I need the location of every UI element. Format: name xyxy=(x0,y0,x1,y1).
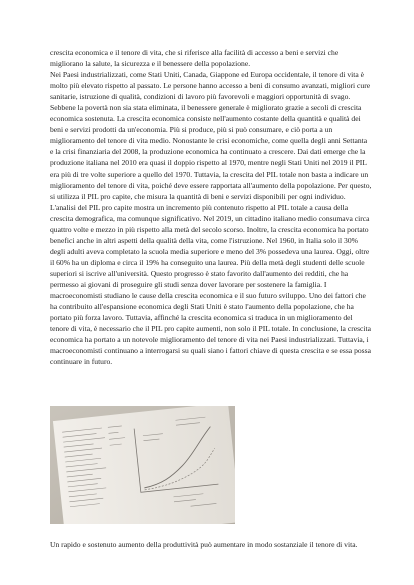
paragraph-1: crescita economica e il tenore di vita, che si riferisce alla facilità di accesso a beni e servizi che migliorano la salute, la sicurezza e il benessere della popolazione. xyxy=(50,48,339,69)
handwritten-notes-photo xyxy=(50,406,235,524)
paragraph-2: Nei Paesi industrializzati, come Stati Uniti, Canada, Giappone ed Europa occidentale, il tenore di vita è molto più elevato rispetto al passato. Le persone hanno accesso a beni di consumo avanzati, migliori cure sanitarie, istruzione di qualità, condizioni di lavoro più favorevoli e maggiori opportunità di svago. Sebbene la povertà non sia stata eliminata, il benessere generale è migliorato grazie a secoli di crescita economica sostenuta. La crescita economica consiste nell'aumento costante della quantità e qualità dei beni e servizi prodotti da un'economia. Più si produce, più si può consumare, e ciò porta a un miglioramento del tenore di vita medio. Nonostante le crisi economiche, come quella degli anni Settanta e la crisi finanziaria del 2008, la produzione economica ha continuato a crescere. Dai dati emerge che la produzione italiana nel 2010 era quasi il doppio rispetto al 1970, mentre negli Stati Uniti nel 2019 il PIL era più di tre volte superiore a quello del 1970. Tuttavia, la crescita del PIL totale non basta a indicare un miglioramento del tenore di vita, poiché deve essere rapportata all'aumento della popolazione. Per questo, si utilizza il PIL pro capite, che misura la quantità di beni e servizi disponibili per ogni individuo. L'analisi del PIL pro capite mostra un incremento più contenuto rispetto al PIL totale a causa della crescita demografica, ma comunque significativo. Nel 2019, un cittadino italiano medio consumava circa quattro volte e mezzo in più rispetto alla metà del secolo scorso. Inoltre, la crescita economica ha portato benefici anche in altri aspetti della qualità della vita, come l'istruzione. Nel 1960, in Italia solo il 30% degli adulti aveva completato la scuola media superiore e meno del 3% possedeva una laurea. Oggi, oltre il 60% ha un diploma e circa il 19% ha conseguito una laurea. Più della metà degli studenti delle scuole superiori si iscrive all'università. Questo progresso è stato favorito dall'aumento dei redditi, che ha permesso ai giovani di proseguire gli studi senza dover lavorare per sostenere la famiglia. I macroeconomisti studiano le cause della crescita economica e il suo futuro sviluppo. Uno dei fattori che ha contribuito all'espansione economica degli Stati Uniti è stato l'aumento della popolazione, che ha portato più forza lavoro. Tuttavia, affinché la crescita economica si traduca in un miglioramento del tenore di vita, è necessario che il PIL pro capite aumenti, non solo il PIL totale. In conclusione, la crescita economica ha portato a un notevole miglioramento del tenore di vita nei Paesi industrializzati. Tuttavia, i macroeconomisti continuano a interrogarsi su quali siano i fattori chiave di questa crescita e se essa possa continuare in futuro. xyxy=(50,70,372,367)
document-body xyxy=(50,47,372,367)
paragraph-3: Un rapido e sostenuto aumento della produttività può aumentare in modo sostanziale il tenore di vita. xyxy=(50,539,358,549)
document-body-continued xyxy=(50,531,372,557)
